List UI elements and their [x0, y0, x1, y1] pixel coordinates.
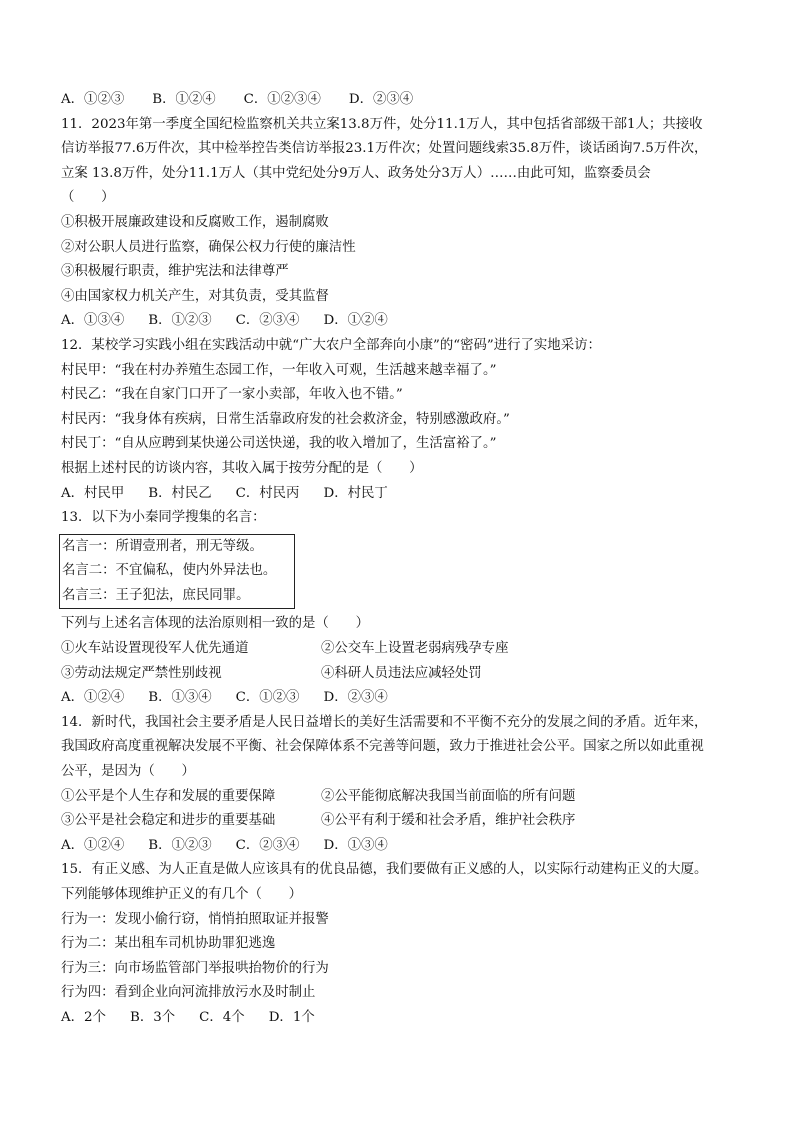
q13-item: ③劳动法规定严禁性别歧视 — [61, 665, 222, 681]
question-11 — [61, 113, 741, 334]
q15-option-d: D．1个 — [268, 1009, 315, 1025]
q15-item: 行为二：某出租车司机协助罪犯逃逸 — [61, 936, 276, 952]
q11-item: ②对公职人员进行监察，确保公权力行使的廉洁性 — [61, 239, 356, 255]
quote-line: 名言三：王子犯法，庶民同罪。 — [62, 587, 250, 603]
q10-options — [61, 88, 741, 113]
q14-items-row — [61, 809, 741, 834]
q13-items-row — [61, 662, 741, 687]
q13-option-c: C．①②③ — [235, 690, 300, 706]
q13-option-b: B．①③④ — [148, 690, 212, 706]
q11-options — [61, 309, 741, 334]
q15-item: 行为四：看到企业向河流排放污水及时制止 — [61, 985, 316, 1001]
q14-item: ④公平有利于缓和社会矛盾，维护社会秩序 — [321, 813, 576, 829]
q12-item: 村民丙：“我身体有疾病，日常生活靠政府发的社会救济金，特别感激政府。” — [61, 411, 510, 427]
q13-item: ②公交车上设置老弱病残孕专座 — [321, 641, 509, 657]
q14-option-d: D．①③④ — [323, 837, 388, 853]
q11-option-a: A．①③④ — [61, 313, 125, 329]
q14-item: ②公平能彻底解决我国当前面临的所有问题 — [321, 788, 576, 804]
q13-option-a: A．①②④ — [61, 690, 125, 706]
q15-option-a: A．2个 — [61, 1009, 106, 1025]
q12-option-c: C．村民丙 — [235, 485, 300, 501]
q10-option-b: B．①②④ — [152, 92, 216, 107]
q14-option-a: A．①②④ — [61, 837, 125, 853]
q15-options — [61, 1006, 741, 1031]
q11-option-c: C．②③④ — [235, 313, 300, 329]
q12-stem: 12．某校学习实践小组在实践活动中就“广大农户全部奔向小康”的“密码”进行了实地采访： — [61, 337, 601, 353]
q12-option-b: B．村民乙 — [148, 485, 212, 501]
q12-options — [61, 482, 741, 507]
quote-line: 名言二：不宜偏私，使内外异法也。 — [62, 563, 277, 579]
q13-item: ④科研人员违法应减轻处罚 — [321, 665, 482, 681]
q12-option-a: A．村民甲 — [61, 485, 125, 501]
q12-question: 根据上述村民的访谈内容，其收入属于按劳分配的是（ ） — [61, 460, 423, 476]
q11-stem-line: （ ） — [61, 190, 115, 206]
q12-item: 村民乙：“我在自家门口开了一家小卖部，年收入也不错。” — [61, 387, 403, 403]
q14-option-b: B．①②③ — [148, 837, 212, 853]
q12-item: 村民丁：“自从应聘到某快递公司送快递，我的收入增加了，生活富裕了。” — [61, 436, 497, 452]
q13-question: 下列与上述名言体现的法治原则相一致的是（ ） — [61, 616, 369, 632]
q13-option-d: D．②③④ — [323, 690, 388, 706]
question-15 — [61, 858, 741, 1030]
q11-option-d: D．①②④ — [323, 313, 388, 329]
q11-stem-line: 11．2023年第一季度全国纪检监察机关共立案13.8万件，处分11.1万人，其中包括省部级干部1人；共接收 — [61, 116, 703, 132]
q15-item: 行为一：发现小偷行窃，悄悄拍照取证并报警 — [61, 911, 329, 927]
q15-option-b: B．3个 — [129, 1009, 176, 1025]
q13-item: ①火车站设置现役军人优先通道 — [61, 641, 249, 657]
q15-item: 行为三：向市场监管部门举报哄抬物价的行为 — [61, 960, 329, 976]
q11-stem-line: 立案 13.8万件，处分11.1万人（其中党纪处分9万人、政务处分3万人）……由此可知，监察委员会 — [61, 165, 651, 181]
q11-option-b: B．①②③ — [148, 313, 212, 329]
q11-item: ①积极开展廉政建设和反腐败工作，遏制腐败 — [61, 214, 329, 230]
q10-option-d: D．②③④ — [348, 92, 414, 107]
q11-item: ③积极履行职责，维护宪法和法律尊严 — [61, 264, 289, 280]
q13-stem: 13．以下为小秦同学搜集的名言： — [61, 510, 266, 526]
q11-item: ④由国家权力机关产生，对其负责，受其监督 — [61, 288, 329, 304]
q10-option-a: A．①②③ — [61, 92, 125, 107]
q15-stem-line: 15．有正义感、为人正直是做人应该具有的优良品德，我们要做有正义感的人，以实际行动建构正义的大厦。 — [61, 862, 708, 878]
q14-items-row — [61, 785, 741, 810]
quote-box — [59, 534, 295, 610]
question-14 — [61, 711, 741, 859]
q14-item: ①公平是个人生存和发展的重要保障 — [61, 788, 276, 804]
q14-options — [61, 834, 741, 859]
q10-option-c: C．①②③④ — [243, 92, 321, 107]
q12-option-d: D．村民丁 — [323, 485, 388, 501]
q14-option-c: C．②③④ — [235, 837, 300, 853]
q14-stem-line: 公平，是因为（ ） — [61, 764, 195, 780]
q14-item: ③公平是社会稳定和进步的重要基础 — [61, 813, 276, 829]
question-13 — [61, 506, 741, 711]
question-12 — [61, 334, 741, 506]
quote-line: 名言一：所谓壹刑者，刑无等级。 — [62, 538, 263, 554]
q15-stem-line: 下列能够体现维护正义的有几个（ ） — [61, 887, 303, 902]
q11-stem-line: 信访举报77.6万件次，其中检举控告类信访举报23.1万件次；处置问题线索35.8万件，谈话函询7.5万件次， — [61, 141, 708, 157]
content-column — [61, 88, 741, 1031]
q13-options — [61, 686, 741, 711]
q14-stem-line: 14．新时代，我国社会主要矛盾是人民日益增长的美好生活需要和不平衡不充分的发展之间的矛盾。近年来， — [61, 714, 708, 730]
q13-items-row — [61, 637, 741, 662]
q14-stem-line: 我国政府高度重视解决发展不平衡、社会保障体系不完善等问题，致力于推进社会公平。国家之所以如此重视 — [61, 739, 704, 755]
q12-item: 村民甲：“我在村办养殖生态园工作，一年收入可观，生活越来越幸福了。” — [61, 362, 497, 378]
q15-option-c: C．4个 — [199, 1009, 245, 1025]
